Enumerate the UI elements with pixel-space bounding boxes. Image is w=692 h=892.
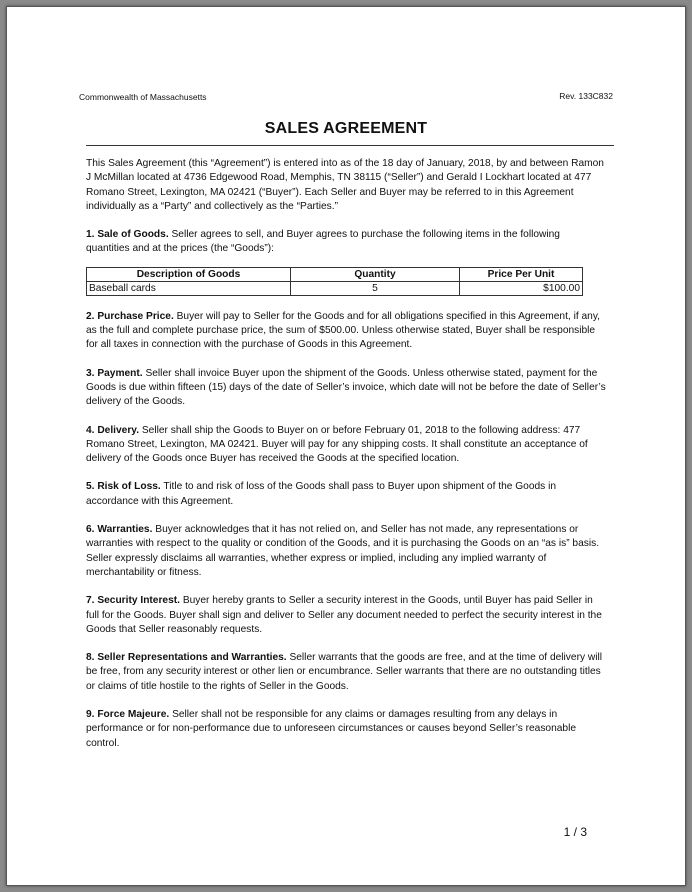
document-page bbox=[6, 6, 686, 886]
column-header-quantity: Quantity bbox=[291, 267, 460, 281]
goods-table bbox=[86, 267, 583, 296]
section-heading: 6. Warranties. bbox=[86, 524, 153, 536]
cell-quantity: 5 bbox=[291, 281, 460, 295]
section-heading: 1. Sale of Goods. bbox=[86, 229, 169, 241]
section-heading: 5. Risk of Loss. bbox=[86, 481, 161, 493]
section-6 bbox=[86, 523, 606, 580]
section-4 bbox=[86, 424, 606, 467]
cell-description: Baseball cards bbox=[87, 281, 291, 295]
section-heading: 4. Delivery. bbox=[86, 424, 140, 436]
agreement-body bbox=[86, 157, 606, 751]
section-2 bbox=[86, 310, 606, 353]
section-heading: 9. Force Majeure. bbox=[86, 709, 170, 721]
table-header-row bbox=[87, 267, 583, 281]
section-text: Seller shall not be responsible for any claims or damages resulting from any delays in performance or for non-performance due to unforeseen circumstances or causes beyond Seller’s reasonable control. bbox=[86, 709, 577, 749]
section-heading: 8. Seller Representations and Warranties. bbox=[86, 652, 287, 664]
table-row bbox=[87, 281, 583, 295]
section-text: Seller shall invoice Buyer upon the shipment of the Goods. Unless otherwise stated, payment for the Goods is due within fifteen (15) days of the date of Seller’s invoice, which date will not be before the date of Seller’s delivery of the Goods. bbox=[86, 367, 606, 408]
page-number: 1 / 3 bbox=[563, 825, 587, 839]
section-heading: 7. Security Interest. bbox=[86, 595, 180, 607]
section-text: Seller agrees to sell, and Buyer agrees to purchase the following items in the following quantities and at the prices (the “Goods”): bbox=[86, 229, 560, 255]
section-text: Buyer acknowledges that it has not relied on, and Seller has not made, any representations or warranties with respect to the quality or condition of the Goods, and it is purchasing the Goods on an “as is” basis. Seller expressly disclaims all warranties, whether express or implied, including any implied warranty of merchantability or fitness. bbox=[86, 524, 600, 578]
section-1 bbox=[86, 228, 606, 257]
section-text: Buyer hereby grants to Seller a security interest in the Goods, until Buyer has paid Seller in full for the Goods. Buyer shall sign and deliver to Seller any document needed to perfect the security interest in the Goods that Seller reasonably requests. bbox=[86, 595, 602, 635]
section-text: Buyer will pay to Seller for the Goods and for all obligations specified in this Agreement, if any, as the full and complete purchase price, the sum of $500.00. Unless otherwise stated, Buyer shall be responsible for all taxes in connection with the purchase of Goods in this Agreement. bbox=[86, 310, 600, 351]
title-divider bbox=[86, 145, 614, 146]
section-text: Seller shall ship the Goods to Buyer on or before February 01, 2018 to the following address: 477 Romano Street, Lexington, MA 02421. Buyer will pay for any shipping costs. It shall constitute an acceptance of delivery of the Goods once Buyer has received the Goods at the specified location. bbox=[86, 424, 588, 465]
section-text: Title to and risk of loss of the Goods shall pass to Buyer upon shipment of the Goods in accordance with this Agreement. bbox=[86, 481, 557, 507]
section-9 bbox=[86, 708, 606, 751]
column-header-price: Price Per Unit bbox=[460, 267, 583, 281]
section-heading: 3. Payment. bbox=[86, 367, 143, 379]
section-5 bbox=[86, 480, 606, 509]
section-8 bbox=[86, 651, 606, 694]
intro-paragraph: This Sales Agreement (this “Agreement”) is entered into as of the 18 day of January, 2018, by and between Ramon J McMillan located at 4736 Edgewood Road, Memphis, TN 38115 (“Seller”) and Gerald I Lockhart located at 477 Romano Street, Lexington, MA 02421 (“Buyer”). Each Seller and Buyer may be referred to in this Agreement individually as a “Party” and collectively as the “Parties.” bbox=[86, 158, 604, 212]
section-text: Seller warrants that the goods are free, and at the time of delivery will be free, from any security interest or other lien or encumbrance. Seller warrants that there are no outstanding titles or claims of title hostile to the rights of Seller in the Goods. bbox=[86, 652, 603, 692]
section-7 bbox=[86, 594, 606, 637]
section-heading: 2. Purchase Price. bbox=[86, 310, 174, 322]
jurisdiction-label: Commonwealth of Massachusetts bbox=[79, 92, 207, 102]
cell-price: $100.00 bbox=[460, 281, 583, 295]
column-header-description: Description of Goods bbox=[87, 267, 291, 281]
revision-label: Rev. 133C832 bbox=[559, 91, 613, 101]
section-3 bbox=[86, 367, 606, 410]
document-title: SALES AGREEMENT bbox=[264, 120, 428, 137]
